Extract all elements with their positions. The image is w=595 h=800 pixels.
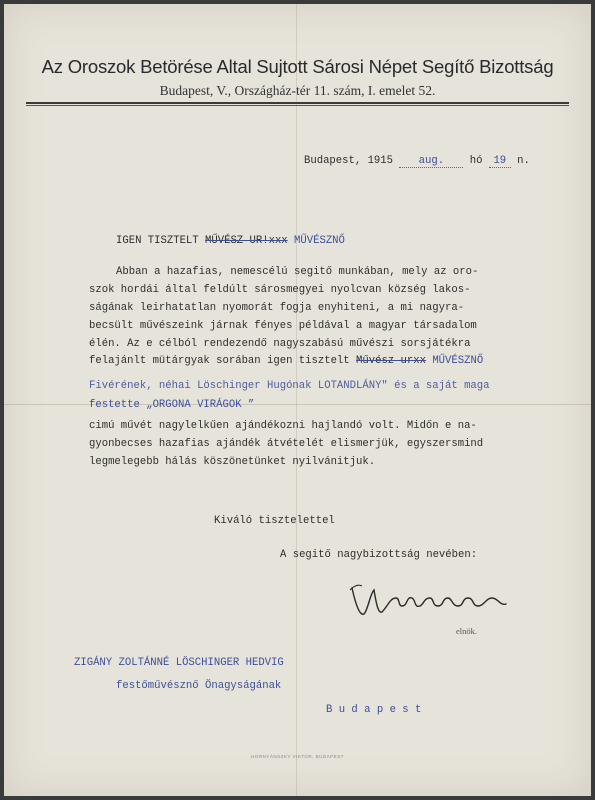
body-line-7: Fivérének, néhai Löschinger Hugónak LOTANDLÁNY" és a saját maga [89, 380, 490, 392]
letterhead-rule-thin [26, 105, 569, 106]
body-line-6-inserted: MŰVÉSZNŐ [432, 355, 484, 367]
body-line-1: Abban a hazafias, nemescélú segitő munkában, mely az oro- [116, 266, 479, 278]
body-line-6-struck: Művész urxx [356, 355, 426, 367]
body-line-11: legmelegebb hálás köszönetünket nyilvánitjuk. [89, 456, 376, 468]
date-month: aug. [399, 155, 463, 168]
signer-role: elnök. [456, 626, 478, 636]
recipient-name: ZIGÁNY ZOLTÁNNÉ LÖSCHINGER HEDVIG [74, 657, 284, 669]
date-suffix: n. [517, 155, 530, 167]
body-line-6 [89, 355, 483, 367]
handwritten-signature [344, 576, 524, 626]
body-line-4: becsült művészeink járnak fényes példával a magyar társadalom [89, 320, 477, 332]
recipient-city: B u d a p e s t [326, 704, 422, 716]
body-line-8-prefix: festette [89, 399, 140, 411]
body-line-8-title: „ORGONA VIRÁGOK ” [146, 399, 255, 411]
date-line [304, 155, 530, 168]
salutation-prefix: IGEN TISZTELT [116, 235, 199, 247]
closing-regards: Kiváló tisztelettel [214, 515, 335, 527]
closing-on-behalf: A segitő nagybizottság nevében: [280, 549, 478, 561]
fold-line-vertical [296, 4, 297, 796]
recipient-title: festőművésznő Önagyságának [116, 680, 282, 692]
salutation-inserted: MŰVÉSZNŐ [294, 235, 345, 247]
letterhead-title: Az Oroszok Betörése Altal Sujtott Sárosi Népet Segítő Bizottság [41, 56, 554, 77]
printer-imprint: HORNYÁNSZKY VIKTOR, BUDAPEST [251, 754, 344, 759]
body-line-8 [89, 399, 254, 411]
salutation-struck: MŰVÉSZ UR!xxx [205, 235, 288, 247]
letter-sheet [4, 4, 591, 796]
body-line-9: cimú művét nagylelkűen ajándékozni hajlandó volt. Midőn e na- [89, 420, 477, 432]
body-line-2: szok hordái által feldúlt sárosmegyei nyolcvan község lakos- [89, 284, 471, 296]
body-line-3: ságának leirhatatlan nyomorát fogja enyhiteni, a mi nagyra- [89, 302, 465, 314]
letterhead-address: Budapest, V., Országház-tér 11. szám, I. emelet 52. [159, 83, 436, 98]
date-ho: hó [469, 155, 483, 167]
letterhead-rule [26, 102, 569, 104]
body-line-6-prefix: felajánlt mütárgyak sorában igen tisztelt [89, 355, 350, 367]
salutation [116, 235, 345, 247]
date-city-year: Budapest, 1915 [304, 155, 394, 167]
body-line-10: gyonbecses hazafias ajándék átvételét elismerjük, egyszersmind [89, 438, 484, 450]
date-day: 19 [489, 155, 511, 168]
body-line-5: élén. Az e célból rendezendő nagyszabású művészi sorsjátékra [89, 338, 471, 350]
